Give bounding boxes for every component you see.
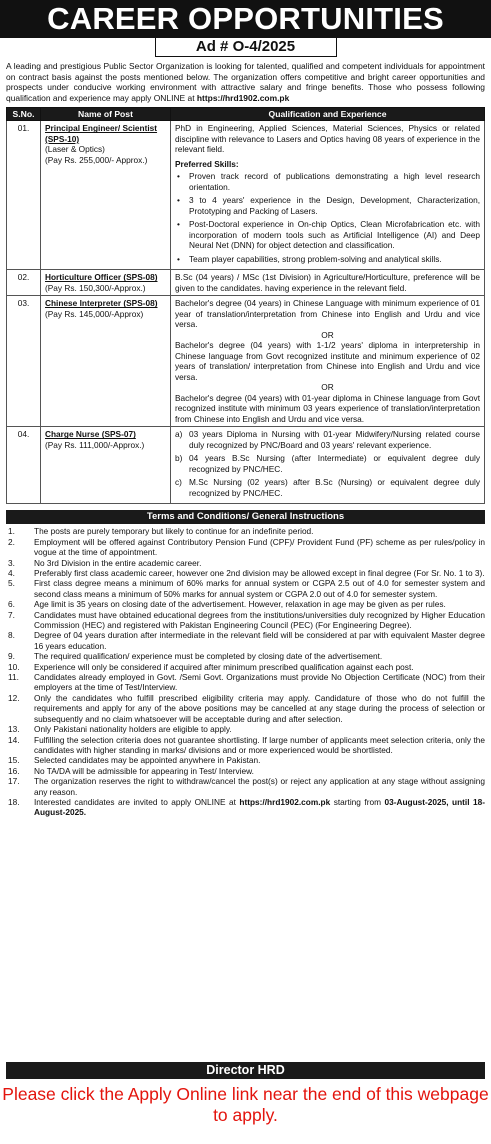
posts-table [6,107,485,504]
terms-item [6,672,485,693]
terms-number: 7. [8,609,15,620]
terms-item [6,724,485,734]
qualification-text: PhD in Engineering, Applied Sciences, Material Sciences, Physics or related discipline with relevance to Lasers and Optics having 08 years of experience in the relevant field. [175,123,480,155]
terms-text: No TA/DA will be admissible for appearing in Test/ Interview. [34,765,254,776]
terms-number: 13. [8,724,20,735]
terms-text: Degree of 04 years duration after intermediate in the relevant field will be considered at par with equivalent Master degree 16 years education. [34,630,485,651]
terms-item [6,537,485,558]
terms-number: 18. [8,796,20,807]
header-banner [0,0,491,38]
terms-text: The organization reserves the right to withdraw/cancel the post(s) or reject any application at any stage without assigning any reason. [34,776,485,797]
intro-text: A leading and prestigious Public Sector Organization is looking for talented, qualified and competent individuals for appointment on contract basis against the posts mentioned below. The organization offers competitive and bright career opportunities and prospects under conducive working environment with attractive salary and fringe benefits. Those who possess following qualification and experience may apply ONLINE at [6,61,485,103]
terms-text: Candidates already employed in Govt. /Semi Govt. Organizations must provide No Objection Certificate (NOC) from their employers at the time of Test/Interview. [34,672,485,693]
qualification-option [175,477,480,498]
qualification-cell [171,270,485,296]
post-sno: 03. [7,296,41,427]
intro-url[interactable]: https://hrd1902.com.pk [196,92,290,103]
terms-item [6,578,485,599]
intro-paragraph [0,57,491,103]
qualification-options-list [175,429,480,498]
terms-text: Only the candidates who fulfill prescribed eligibility criteria may apply. Candidature of those who do not fulfill the requirements and apply for any of the above positions may be cancelled at any stage during the process of selection or subsequently and no claim whatsoever will be acceptable during and after selection. [34,692,485,724]
terms-text: starting from [333,796,381,807]
column-header-qualification: Qualification and Experience [171,108,485,121]
terms-number: 11. [8,672,19,683]
terms-text: Experience will only be considered if acquired after minimum prescribed qualification against each post. [34,661,414,672]
terms-text: Selected candidates may be appointed anywhere in Pakistan. [34,755,261,766]
post-title: Charge Nurse (SPS-07) [45,429,136,440]
qualification-cell [171,427,485,504]
terms-item [6,662,485,672]
apply-url[interactable]: https://hrd1902.com.pk [239,796,331,807]
terms-item [6,755,485,765]
terms-item [6,599,485,609]
post-cell [41,270,171,296]
qualification-cell [171,296,485,427]
option-letter: b) [175,453,183,464]
terms-text: Interested candidates are invited to apply ONLINE at [34,796,236,807]
table-row [7,270,485,296]
skill-item: • Team player capabilities, strong problem-solving and analytical skills. [175,254,480,265]
option-text: 03 years Diploma in Nursing with 01-year Midwifery/Nursing related course duly recognized by PNC/Board and 03 years' relevant experience. [189,429,480,450]
terms-text: First class degree means a minimum of 60% marks for annual system or CGPA 2.5 out of 4.0 for semester system and second class means a minimum of 50% marks for annual system or CGPA 2.0 out of 4.0 for semester system. [34,578,485,599]
qualification-option-1: Bachelor's degree (04 years) in Chinese Language with minimum experience of 01 year of translation/interpretation from Chinese into English and Urdu and vice versa. [175,298,480,330]
terms-number: 10. [8,661,20,672]
page-title: CAREER OPPORTUNITIES [47,1,444,36]
post-cell [41,427,171,504]
post-cell [41,121,171,270]
terms-item [6,558,485,568]
qualification-option-2: Bachelor's degree (04 years) with 1-1/2 years' diploma in interpretership in Chinese language from Govt recognized institute and minimum experience of 02 years of translation/ interpretation from Chinese into English and Urdu and vice versa. [175,340,480,382]
terms-number: 1. [8,526,15,537]
qualification-cell [171,121,485,270]
skill-item: • Proven track record of publications demonstrating a high level research orientation. [175,171,480,192]
terms-heading: Terms and Conditions/ General Instructions [6,510,485,524]
post-sno: 02. [7,270,41,296]
or-separator: OR [321,329,334,340]
terms-text: No 3rd Division in the entire academic career. [34,557,202,568]
terms-text: Age limit is 35 years on closing date of the advertisement. However, relaxation in age may be given as per rules. [34,599,446,610]
terms-text: Employment will be offered against Contributory Pension Fund (CPF)/ Provident Fund (PF) scheme as per rules/policy in vogue at the time of appointment. [34,536,485,558]
apply-dates: 03-August-2025, until 18-August-2025. [34,796,486,818]
terms-number: 8. [8,630,15,641]
option-letter: a) [175,429,183,440]
post-sno: 04. [7,427,41,504]
ad-number: Ad # O-4/2025 [155,38,337,57]
terms-text: Only Pakistani nationality holders are eligible to apply. [34,724,232,735]
post-pay: (Pay Rs. 111,000/-Approx.) [45,439,145,450]
terms-text: The required qualification/ experience must be completed by closing date of the advertisement. [34,651,383,662]
post-pay: (Pay Rs. 150,300/-Approx.) [45,282,146,293]
post-title: Principal Engineer/ Scientist (SPS-10) [45,123,158,144]
table-row [7,121,485,270]
terms-text: Fulfilling the selection criteria does not guarantee shortlisting. If large number of applicants meet selection criteria, only the candidates with higher standing in marks/ divisions and or more experienced would be shortlisted. [34,734,485,755]
terms-number: 14. [8,734,20,745]
terms-item [6,766,485,776]
terms-number: 6. [8,599,15,610]
terms-text: Preferably first class academic career, however one 2nd division may be allowed except in final degree (For Sr. No. 1 to 3). [34,568,485,578]
qualification-option [175,429,480,450]
terms-number: 2. [8,536,15,547]
terms-number: 16. [8,765,20,776]
terms-number: 5. [8,578,15,589]
post-pay: (Pay Rs. 145,000/-Approx) [45,308,144,319]
terms-item [6,693,485,724]
or-separator: OR [321,382,334,393]
preferred-skills-label: Preferred Skills: [175,158,239,169]
terms-number: 17. [8,776,20,787]
posts-table-header [7,108,485,121]
terms-number: 3. [8,557,15,568]
option-text: 04 years B.Sc Nursing (after Intermediate) or equivalent degree duly recognized by PNC/HEC. [189,453,480,474]
terms-number: 9. [8,651,15,662]
terms-item [6,630,485,651]
post-title: Chinese Interpreter (SPS-08) [45,298,158,309]
table-row [7,427,485,504]
terms-list [6,526,485,817]
terms-text: The posts are purely temporary but likely to continue for an indefinite period. [34,526,314,537]
post-specialization: (Laser & Optics) [45,144,105,155]
terms-item [6,526,485,536]
terms-item [6,651,485,661]
skill-item: • 3 to 4 years' experience in the Design, Development, Characterization, Prototyping and Packing of Lasers. [175,195,480,216]
terms-number: 4. [8,568,15,578]
apply-instruction: Please click the Apply Online link near the end of this webpage to apply. [2,1084,489,1125]
director-signature: Director HRD [6,1062,485,1079]
preferred-skills-list [175,171,480,264]
post-pay: (Pay Rs. 255,000/- Approx.) [45,154,148,165]
option-text: M.Sc Nursing (02 years) after B.Sc (Nursing) or equivalent degree duly recognized by PNC/HEC. [189,477,480,498]
table-row [7,296,485,427]
terms-item [6,610,485,631]
post-sno: 01. [7,121,41,270]
qualification-option-3: Bachelor's degree (04 years) with 01-year diploma in Chinese language from Govt recognized institute with minimum 03 years experience of translation/interpretation from Chinese into English and Urdu and vice versa. [175,392,480,424]
terms-number: 12. [8,692,20,703]
terms-item [6,735,485,756]
skill-item: • Post-Doctoral experience in On-chip Optics, Clean Microfabrication etc. with incorporation of modern tools such as Artificial Intelligence (AI) and Deep Neural Net (DNN) for object detection and classification. [175,219,480,251]
post-cell [41,296,171,427]
qualification-option [175,453,480,474]
terms-item [6,776,485,797]
option-letter: c) [175,477,182,488]
post-title: Horticulture Officer (SPS-08) [45,272,158,283]
terms-number: 15. [8,755,20,766]
column-header-sno: S.No. [7,108,41,121]
terms-item [6,568,485,578]
column-header-post: Name of Post [41,108,171,121]
terms-item-apply [6,797,485,818]
qualification-text: B.Sc (04 years) / MSc (1st Division) in Agriculture/Horticulture, preference will be given to the candidates. having experience in the relevant field. [175,272,480,293]
terms-text: Candidates must have obtained educational degrees from the institutions/universities duly recognized by Higher Education Commission (HEC) and registered with Pakistan Engineering Council (PEC) (For Engineering Degree). [34,609,485,631]
